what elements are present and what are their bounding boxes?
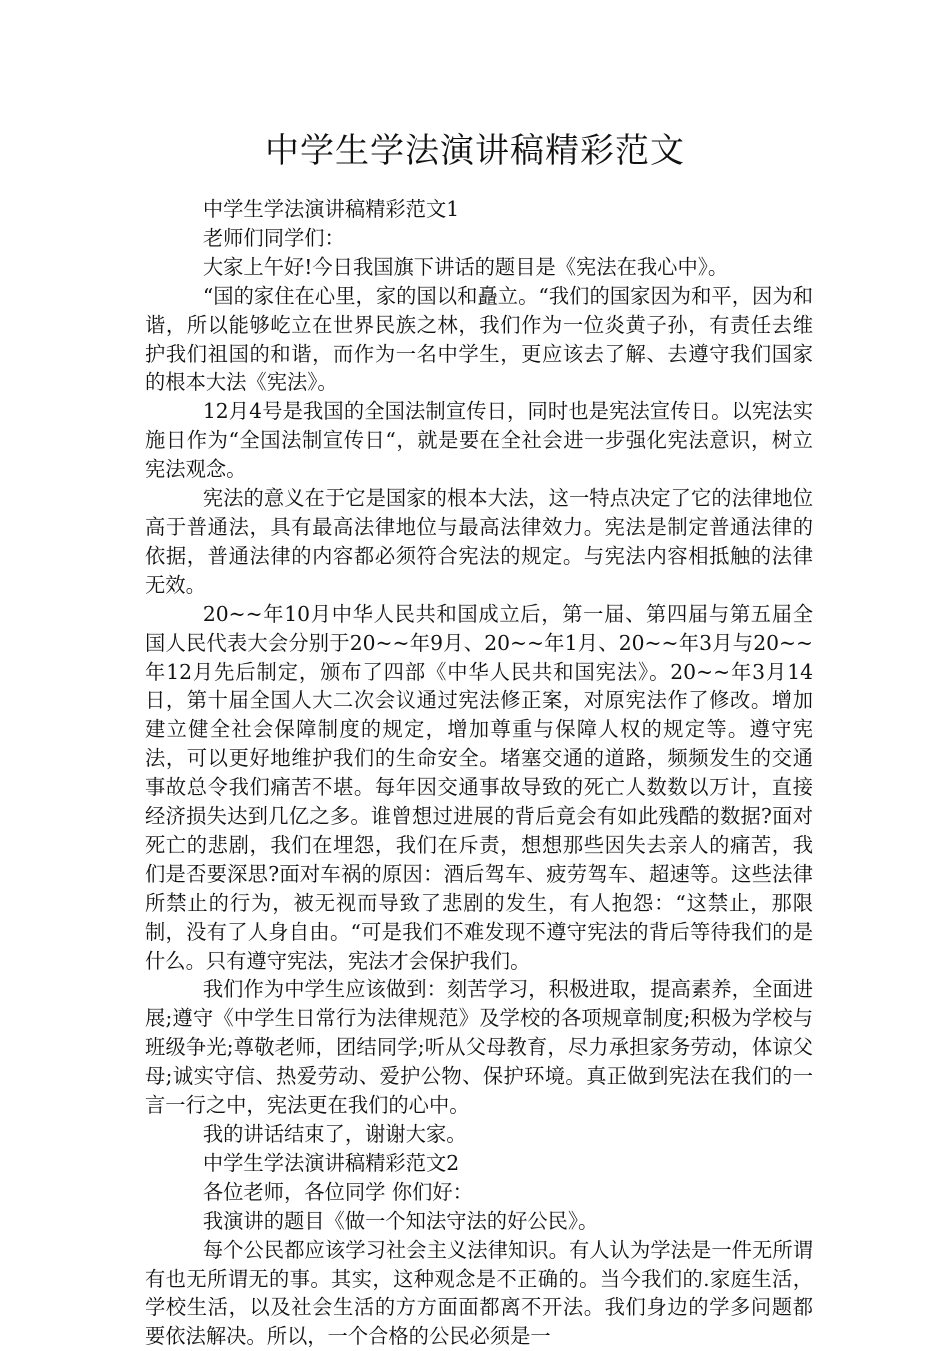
paragraph: 宪法的意义在于它是国家的根本大法，这一特点决定了它的法律地位高于普通法，具有最高法律地位与最高法律效力。宪法是制定普通法律的依据，普通法律的内容都必须符合宪法的规定。与宪法内容相抵触的法律无效。 xyxy=(145,486,813,597)
salutation: 老师们同学们： xyxy=(202,225,345,250)
section-heading-2: 中学生学法演讲稿精彩范文2 xyxy=(202,1150,460,1175)
salutation: 各位老师，各位同学 你们好： xyxy=(202,1179,473,1204)
paragraph: 我们作为中学生应该做到：刻苦学习，积极进取，提高素养，全面进展;遵守《中学生日常行为法律规范》及学校的各项规章制度;积极为学校与班级争光;尊敬老师，团结同学;听从父母教育，尽力承担家务劳动，体谅父母;诚实守信、热爱劳动、爱护公物、保护环境。真正做到宪法在我们的一言一行之中，宪法更在我们的心中。 xyxy=(145,977,813,1118)
paragraph: 每个公民都应该学习社会主义法律知识。有人认为学法是一件无所谓有也无所谓无的事。其实，这种观念是不正确的。当今我们的.家庭生活，学校生活，以及社会生活的方方面面都离不开法。我们身边的学多问题都要依法解决。所以，一个合格的公民必须是一 xyxy=(145,1237,813,1349)
closing-line: 我的讲话结束了，谢谢大家。 xyxy=(202,1122,467,1146)
paragraph: 我演讲的题目《做一个知法守法的好公民》。 xyxy=(202,1208,599,1233)
paragraph: 12月4号是我国的全国法制宣传日，同时也是宪法宣传日。以宪法实施日作为“全国法制宣传日“，就是要在全社会进一步强化宪法意识，树立宪法观念。 xyxy=(145,399,813,482)
document-title: 中学生学法演讲稿精彩范文 xyxy=(265,131,685,171)
document-body xyxy=(145,195,813,1351)
paragraph: 20~~年10月中华人民共和国成立后，第一届、第四届与第五届全国人民代表大会分别于20~~年9月、20~~年1月、20~~年3月与20~~年12月先后制定，颁布了四部《中华人民共和国宪法》。20~~年3月14日，第十届全国人大二次会议通过宪法修正案，对原宪法作了修改。增加建立健全社会保障制度的规定，增加尊重与保障人权的规定等。遵守宪法，可以更好地维护我们的生命安全。堵塞交通的道路，频频发生的交通事故总令我们痛苦不堪。每年因交通事故导致的死亡人数数以万计，直接经济损失达到几亿之多。谁曾想过进展的背后竟会有如此残酷的数据?面对死亡的悲剧，我们在埋怨，我们在斥责，想想那些因失去亲人的痛苦，我们是否要深思?面对车祸的原因：酒后驾车、疲劳驾车、超速等。这些法律所禁止的行为，被无视而导致了悲剧的发生，有人抱怨：“这禁止，那限制，没有了人身自由。“可是我们不难发现不遵守宪法的背后等待我们的是什么。只有遵守宪法，宪法才会保护我们。 xyxy=(145,601,813,973)
section-heading-1: 中学生学法演讲稿精彩范文1 xyxy=(202,197,460,221)
paragraph: 大家上午好!今日我国旗下讲话的题目是《宪法在我心中》。 xyxy=(202,254,729,279)
paragraph: “国的家住在心里，家的国以和矗立。“我们的国家因为和平，因为和谐，所以能够屹立在世界民族之林，我们作为一位炎黄子孙，有责任去维护我们祖国的和谐，而作为一名中学生，更应该去了解、去遵守我们国家的根本大法《宪法》。 xyxy=(145,283,813,395)
